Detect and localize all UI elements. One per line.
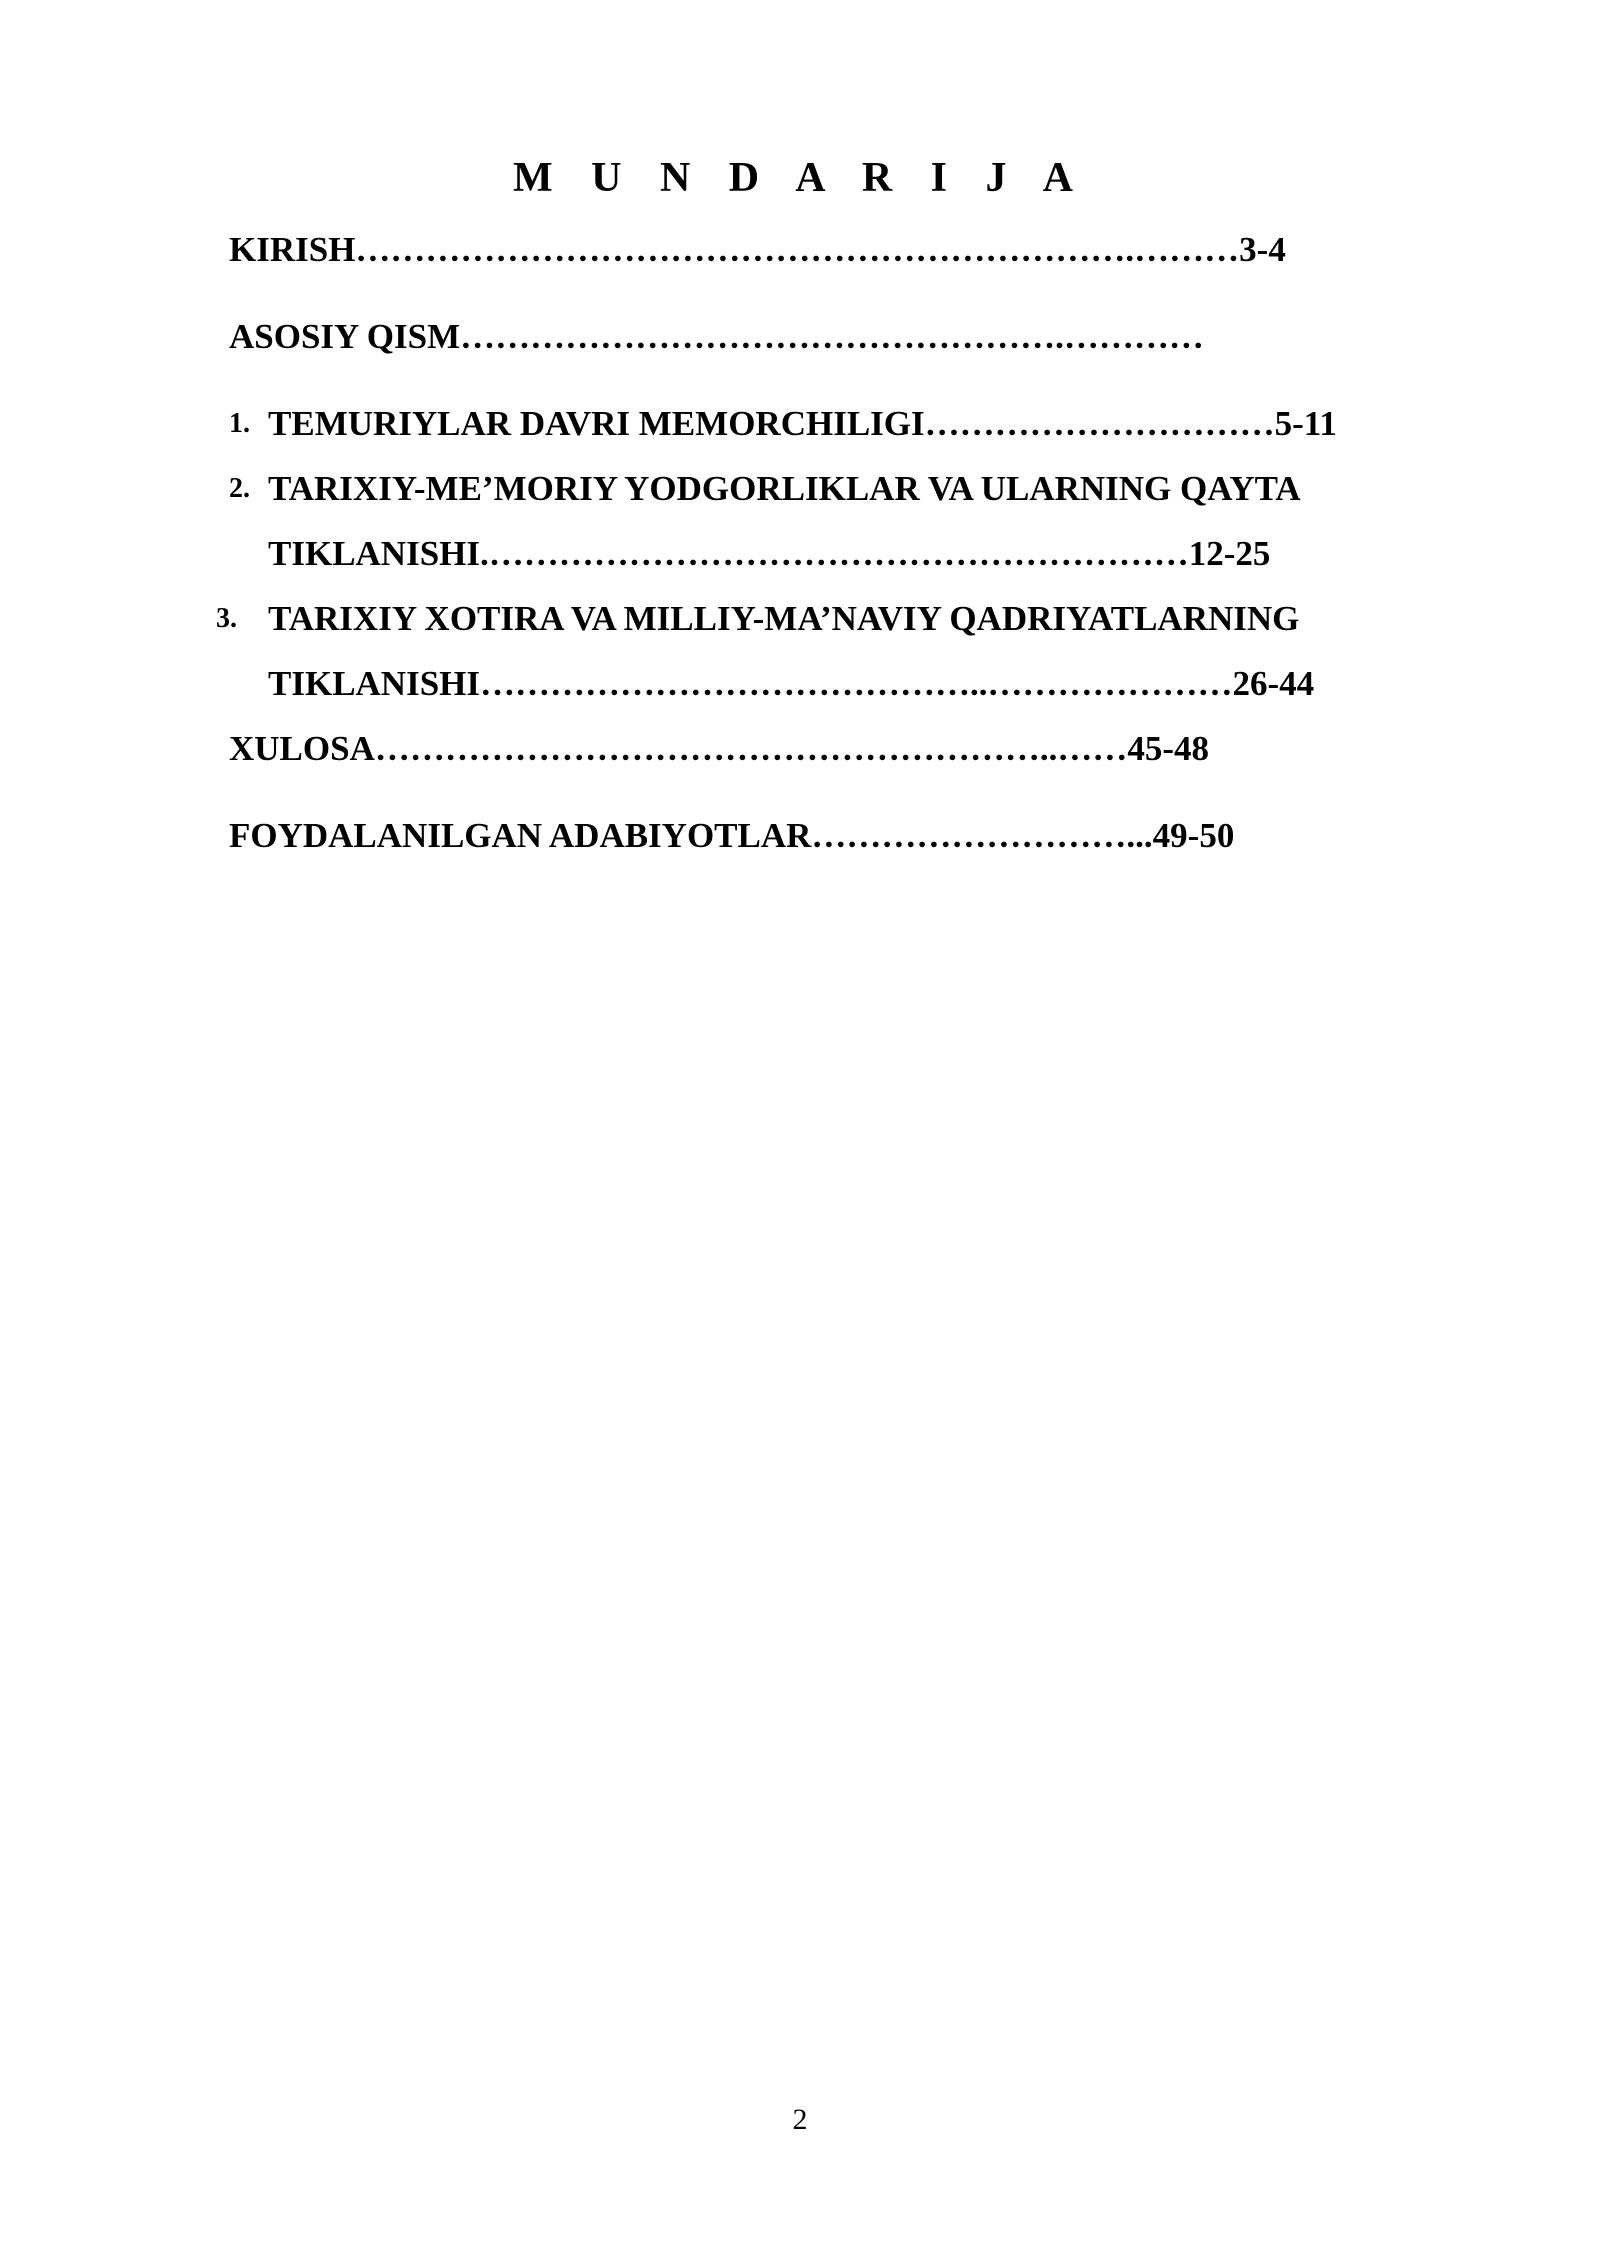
toc-entry-chapter-1: TEMURIYLAR DAVRI MEMORCHILIGI…………………………5-11 (268, 404, 1337, 443)
toc-entry-references: FOYDALANILGAN ADABIYOTLAR………………………...49-50 (229, 816, 1235, 855)
toc-chapter-2-number: 2. (229, 473, 250, 504)
page-number: 2 (792, 2103, 808, 2136)
toc-chapter-1-number: 1. (229, 408, 250, 439)
toc-entry-chapter-2-line-1: TARIXIY-ME’MORIY YODGORLIKLAR VA ULARNING QAYTA (268, 469, 1301, 508)
toc-chapter-3-number: 3. (216, 603, 237, 634)
toc-entry-chapter-3-line-2: TIKLANISHI……………………………………..…………………26-44 (268, 664, 1315, 703)
toc-entry-chapter-3-line-1: TARIXIY XOTIRA VA MILLIY-MA’NAVIY QADRIYATLARNING (268, 599, 1300, 638)
toc-entry-chapter-2-line-2: TIKLANISHI.……………………………………………………12-25 (268, 534, 1271, 573)
toc-entry-intro: KIRISH………………………………………………………….………3-4 (229, 230, 1286, 269)
page-title: M U N D A R I J A (512, 155, 1088, 201)
toc-entry-main-part: ASOSIY QISM…………………………………………….………… (229, 317, 1204, 356)
toc-entry-conclusion: XULOSA…………………………………………………..……45-48 (229, 729, 1210, 768)
